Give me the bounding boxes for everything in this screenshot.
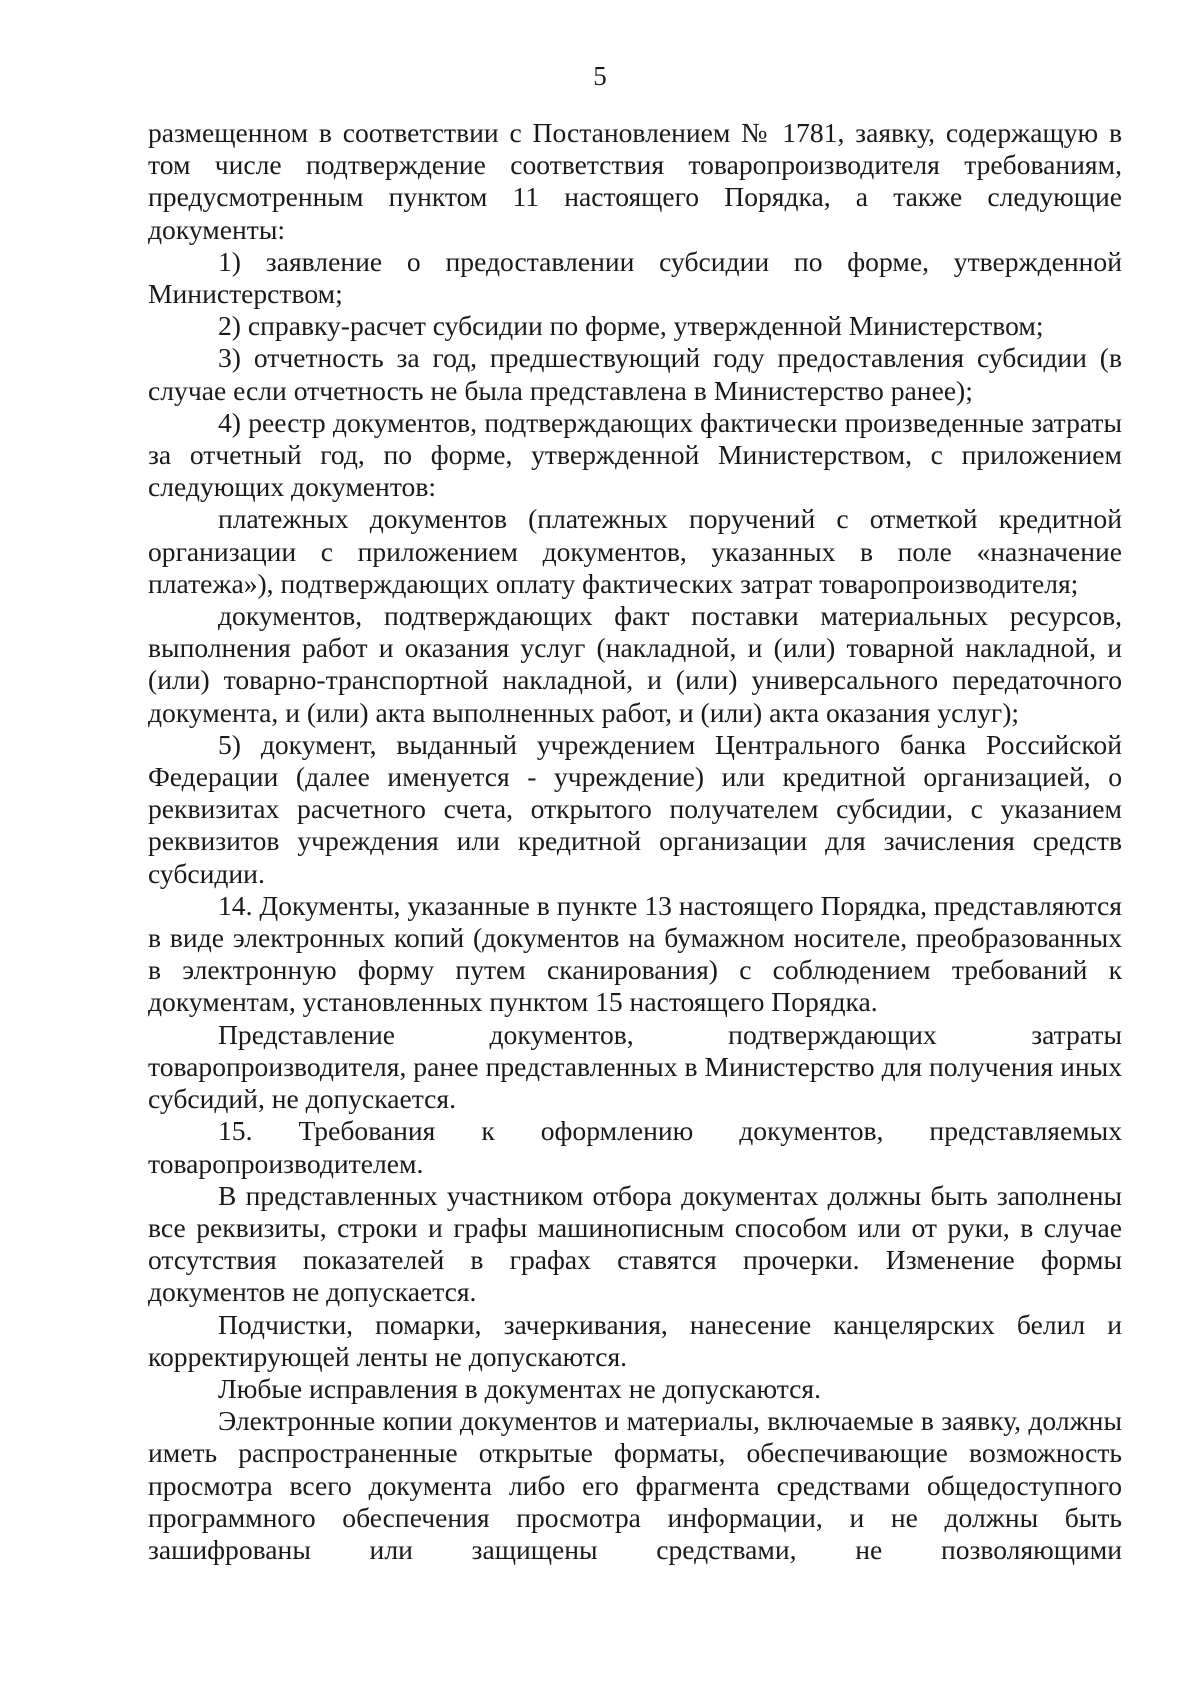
paragraph-item-3: 3) отчетность за год, предшествующий году предоставления субсидии (в случае если отчетность не была представлена в Министерство ранее);	[148, 342, 1122, 406]
paragraph-supply-documents: документов, подтверждающих факт поставки материальных ресурсов, выполнения работ и оказания услуг (накладной, и (или) товарной накладной, и (или) товарно-транспортной накладной, и (или) универсального передаточного документа, и (или) акта выполненных работ, и (или) акта оказания услуг);	[148, 600, 1122, 728]
paragraph-section-14: 14. Документы, указанные в пункте 13 настоящего Порядка, представляются в виде электронных копий (документов на бумажном носителе, преобразованных в электронную форму путем сканирования) с соблюдением требований к документам, установленных пунктом 15 настоящего Порядка.	[148, 889, 1122, 1018]
paragraph-section-15: 15. Требования к оформлению документов, представляемых товаропроизводителем.	[148, 1115, 1122, 1179]
paragraph-electronic-copies: Электронные копии документов и материалы, включаемые в заявку, должны иметь распространенные открытые форматы, обеспечивающие возможность просмотра всего документа либо его фрагмента средствами общедоступного программного обеспечения просмотра информации, и не должны быть зашифрованы или защищены средствами, не позволяющими	[148, 1405, 1122, 1565]
paragraph-item-5: 5) документ, выданный учреждением Центрального банка Российской Федерации (далее именуется - учреждение) или кредитной организацией, о реквизитах расчетного счета, открытого получателем субсидии, с указанием реквизитов учреждения или кредитной организации для зачисления средств субсидии.	[148, 728, 1122, 889]
paragraph-corrections: Любые исправления в документах не допускаются.	[218, 1372, 821, 1404]
paragraph-payment-documents: платежных документов (платежных поручений с отметкой кредитной организации с приложением документов, указанных в поле «назначение платежа»), подтверждающих оплату фактических затрат товаропроизводителя;	[148, 503, 1122, 599]
paragraph-erasures: Подчистки, помарки, зачеркивания, нанесение канцелярских белил и корректирующей ленты не допускаются.	[148, 1308, 1122, 1372]
document-body	[148, 117, 1122, 1566]
paragraph-item-1: 1) заявление о предоставлении субсидии по форме, утвержденной Министерством;	[148, 245, 1122, 310]
paragraph-item-4: 4) реестр документов, подтверждающих фактически произведенные затраты за отчетный год, по форме, утвержденной Министерством, с приложением следующих документов:	[148, 406, 1122, 503]
paragraph-requisites: В представленных участником отбора документах должны быть заполнены все реквизиты, строки и графы машинописным способом или от руки, в случае отсутствия показателей в графах ставятся прочерки. Изменение формы документов не допускается.	[148, 1179, 1122, 1308]
paragraph-section-14-note: Представление документов, подтверждающих затраты товаропроизводителя, ранее представленных в Министерство для получения иных субсидий, не допускается.	[148, 1018, 1122, 1115]
paragraph-continuation: размещенном в соответствии с Постановлением № 1781, заявку, содержащую в том числе подтверждение соответствия товаропроизводителя требованиям, предусмотренным пунктом 11 настоящего Порядка, а также следующие документы:	[148, 117, 1122, 245]
paragraph-item-2: 2) справку-расчет субсидии по форме, утвержденной Министерством;	[218, 310, 1044, 342]
page-number: 5	[593, 61, 607, 91]
